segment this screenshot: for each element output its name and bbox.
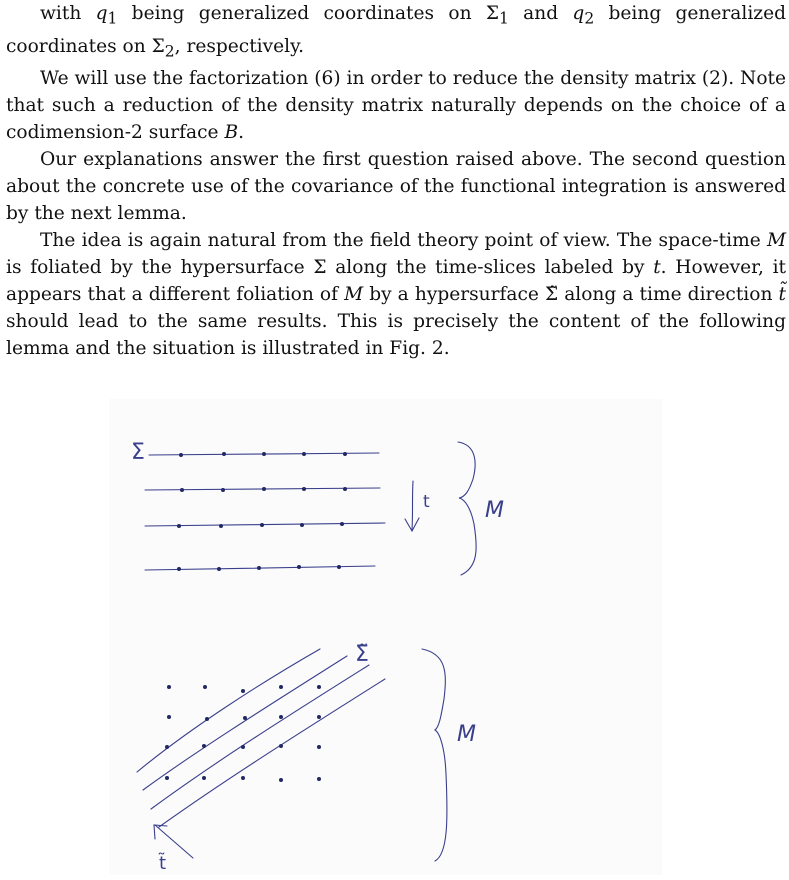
hand-drawn-foliation-sketch xyxy=(109,399,662,875)
point-mark xyxy=(165,776,169,780)
text-run: with xyxy=(40,3,96,24)
math-subscript: 1 xyxy=(498,9,509,28)
math-t: t xyxy=(653,257,661,279)
point-mark xyxy=(222,452,226,456)
point-mark xyxy=(219,524,223,528)
point-mark xyxy=(177,567,181,571)
point-mark xyxy=(202,744,206,748)
math-subscript: 2 xyxy=(584,9,595,28)
point-mark xyxy=(279,715,283,719)
point-mark xyxy=(279,778,283,782)
point-mark xyxy=(317,745,321,749)
text-run: being generalized coordinates on Σ xyxy=(6,3,786,57)
point-mark xyxy=(180,488,184,492)
point-mark xyxy=(257,566,261,570)
point-mark xyxy=(279,685,283,689)
point-mark xyxy=(317,685,321,689)
paragraph-4 xyxy=(6,227,786,362)
label-t: t xyxy=(423,492,430,512)
point-mark xyxy=(302,452,306,456)
label-t-tilde: t̃ xyxy=(159,853,167,874)
math-M: M xyxy=(766,230,786,252)
point-mark xyxy=(205,717,209,721)
text-run: . However, it appears that a different foliation of xyxy=(6,257,786,306)
diag-line-4 xyxy=(159,679,385,827)
paragraph-1 xyxy=(6,0,786,65)
point-mark xyxy=(179,453,183,457)
point-mark xyxy=(302,487,306,491)
point-mark xyxy=(340,522,344,526)
point-mark xyxy=(260,523,264,527)
point-mark xyxy=(343,452,347,456)
point-mark xyxy=(297,565,301,569)
label-M-bottom: M xyxy=(457,722,476,747)
label-M-top: M xyxy=(485,498,504,523)
point-mark xyxy=(262,487,266,491)
point-mark xyxy=(177,524,181,528)
point-mark xyxy=(217,567,221,571)
math-subscript: 1 xyxy=(107,9,118,28)
brace-top xyxy=(458,442,476,575)
point-mark xyxy=(300,523,304,527)
text-run: by a hypersurface Σ̃ along a time direction xyxy=(363,284,779,306)
math-q1: q xyxy=(95,3,108,24)
text-run: should lead to the same results. This is precisely the content of the following lemma and the situation is illustrated in Fig. 2. xyxy=(6,311,786,360)
point-mark xyxy=(203,685,207,689)
paragraph-3 xyxy=(6,146,786,227)
point-mark xyxy=(167,715,171,719)
t-tilde-arrow-head xyxy=(154,825,167,839)
slice-line-3 xyxy=(145,523,385,526)
text-run: . xyxy=(238,122,245,144)
point-mark xyxy=(241,776,245,780)
math-subscript: 2 xyxy=(164,42,175,61)
point-mark xyxy=(221,488,225,492)
text-run: and xyxy=(508,3,573,24)
point-mark xyxy=(167,685,171,689)
text-run: is foliated by the hypersurface Σ along the time-slices labeled by xyxy=(6,257,654,279)
math-q2: q xyxy=(572,3,585,24)
label-sigma-tilde: Σ̃ xyxy=(355,642,369,667)
math-B: B xyxy=(224,122,239,144)
point-mark xyxy=(202,776,206,780)
text-run: , respectively. xyxy=(174,35,305,57)
math-t-tilde: t̃ xyxy=(778,284,786,306)
math-M: M xyxy=(344,284,364,306)
text-run: being generalized coordinates on Σ xyxy=(117,3,499,24)
diag-line-3 xyxy=(151,665,369,809)
point-mark xyxy=(279,744,283,748)
point-mark xyxy=(343,487,347,491)
diag-line-1 xyxy=(137,649,320,772)
text-run: The idea is again natural from the field theory point of view. The space-time xyxy=(40,230,767,252)
paragraph-2 xyxy=(6,65,786,146)
point-mark xyxy=(262,452,266,456)
point-mark xyxy=(317,777,321,781)
text-run: We will use the factorization (6) in order to reduce the density matrix (2). Note that such a reduction of the density matrix naturally depends on the choice of a codimension-2 surface xyxy=(6,68,786,144)
time-arrow-shaft xyxy=(412,481,413,530)
figure-2-sketch xyxy=(109,399,662,875)
point-mark xyxy=(317,715,321,719)
point-mark xyxy=(337,565,341,569)
brace-bottom xyxy=(422,649,447,861)
text-run: Our explanations answer the first question raised above. The second question about the concrete use of the covariance of the functional integration is answered by the next lemma. xyxy=(6,149,786,225)
point-mark xyxy=(243,716,247,720)
point-mark xyxy=(241,689,245,693)
point-mark xyxy=(165,745,169,749)
point-mark xyxy=(241,745,245,749)
label-sigma: Σ xyxy=(131,440,145,465)
body-text xyxy=(6,0,786,362)
